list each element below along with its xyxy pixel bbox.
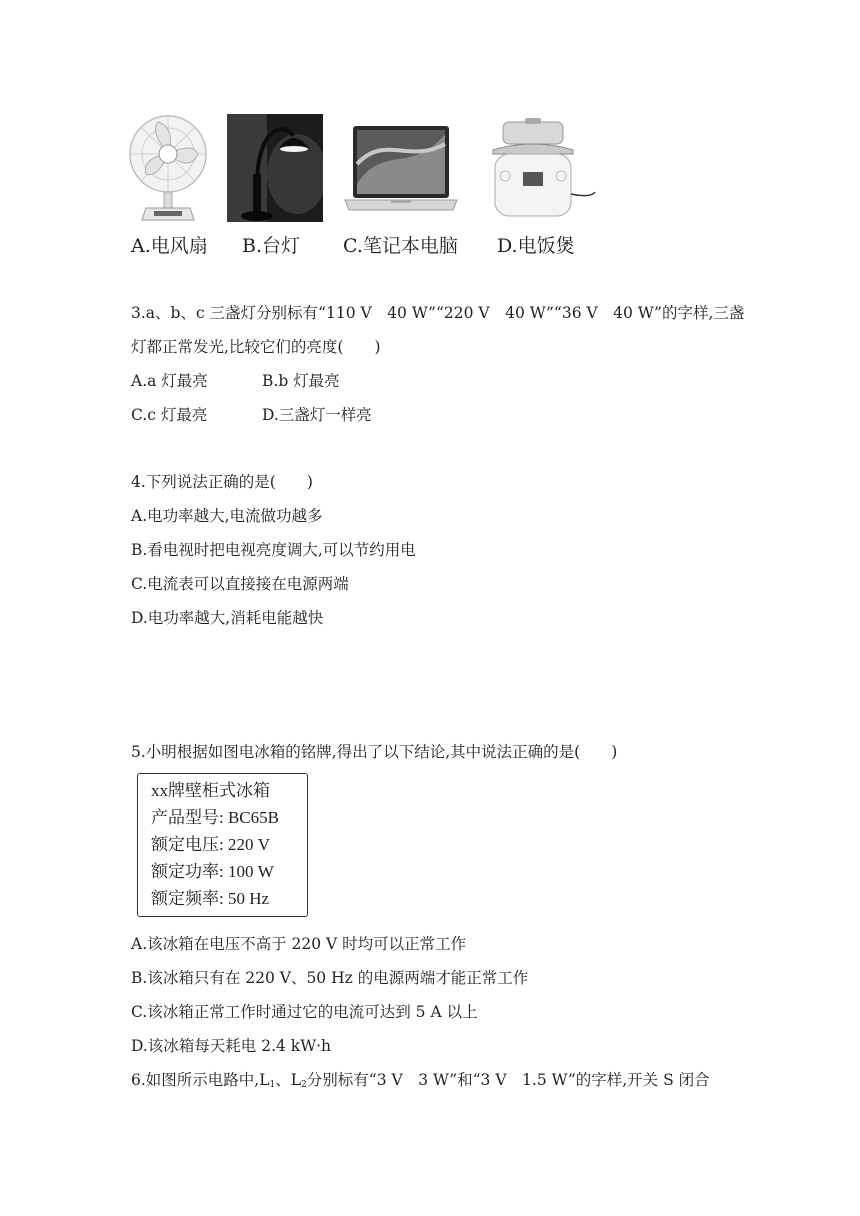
nameplate-title: xx牌壁柜式冰箱	[151, 781, 270, 800]
q5-option-d: D.该冰箱每天耗电 2.4 kW·h	[131, 1037, 332, 1055]
electric-fan-icon	[128, 114, 210, 222]
laptop-image	[343, 114, 459, 226]
appliance-label-d: D.电饭煲	[497, 235, 575, 257]
q6-sub-1: 1	[269, 1080, 276, 1090]
appliance-label-b: B.台灯	[242, 235, 301, 257]
q4-option-c: C.电流表可以直接接在电源两端	[131, 575, 349, 593]
q4-stem: 4.下列说法正确的是( )	[131, 473, 313, 491]
q4-option-d: D.电功率越大,消耗电能越快	[131, 609, 324, 627]
desk-lamp-icon	[227, 114, 323, 222]
q6-sub-2: 2	[301, 1080, 307, 1090]
q5-option-c: C.该冰箱正常工作时通过它的电流可达到 5 A 以上	[131, 1003, 478, 1021]
q3-option-b: B.b 灯最亮	[262, 372, 340, 390]
q3-option-d: D.三盏灯一样亮	[262, 406, 372, 424]
q6-mid: 、L	[275, 1071, 302, 1089]
nameplate-voltage: 额定电压: 220 V	[151, 835, 270, 854]
refrigerator-nameplate	[137, 773, 308, 917]
q3-option-c: C.c 灯最亮	[131, 406, 208, 424]
appliance-label-c: C.笔记本电脑	[343, 235, 458, 257]
q4-option-a: A.电功率越大,电流做功越多	[131, 507, 323, 525]
q5-option-a: A.该冰箱在电压不高于 220 V 时均可以正常工作	[131, 935, 467, 953]
q5-stem: 5.小明根据如图电冰箱的铭牌,得出了以下结论,其中说法正确的是( )	[131, 743, 618, 761]
q5-option-b: B.该冰箱只有在 220 V、50 Hz 的电源两端才能正常工作	[131, 969, 529, 987]
q6-suffix: 分别标有“3 V 3 W”和“3 V 1.5 W”的字样,开关 S 闭合	[306, 1071, 710, 1089]
nameplate-frequency: 额定频率: 50 Hz	[151, 889, 270, 908]
nameplate-power: 额定功率: 100 W	[151, 862, 274, 881]
laptop-icon	[343, 114, 459, 222]
q3-stem-line2: 灯都正常发光,比较它们的亮度( )	[131, 338, 381, 356]
q4-option-b: B.看电视时把电视亮度调大,可以节约用电	[131, 541, 416, 559]
appliance-label-a: A.电风扇	[131, 235, 208, 257]
q3-stem-line1: 3.a、b、c 三盏灯分别标有“110 V 40 W”“220 V 40 W”“36 V 40 W”的字样,三盏	[131, 304, 745, 322]
rice-cooker-icon	[481, 114, 597, 222]
q3-option-a: A.a 灯最亮	[131, 372, 208, 390]
desk-lamp-image	[227, 114, 323, 226]
rice-cooker-image	[481, 114, 597, 226]
nameplate-model: 产品型号: BC65B	[151, 808, 279, 827]
electric-fan-image	[128, 114, 210, 226]
q6-stem	[131, 1070, 710, 1095]
q6-prefix: 6.如图所示电路中,L	[131, 1071, 270, 1089]
